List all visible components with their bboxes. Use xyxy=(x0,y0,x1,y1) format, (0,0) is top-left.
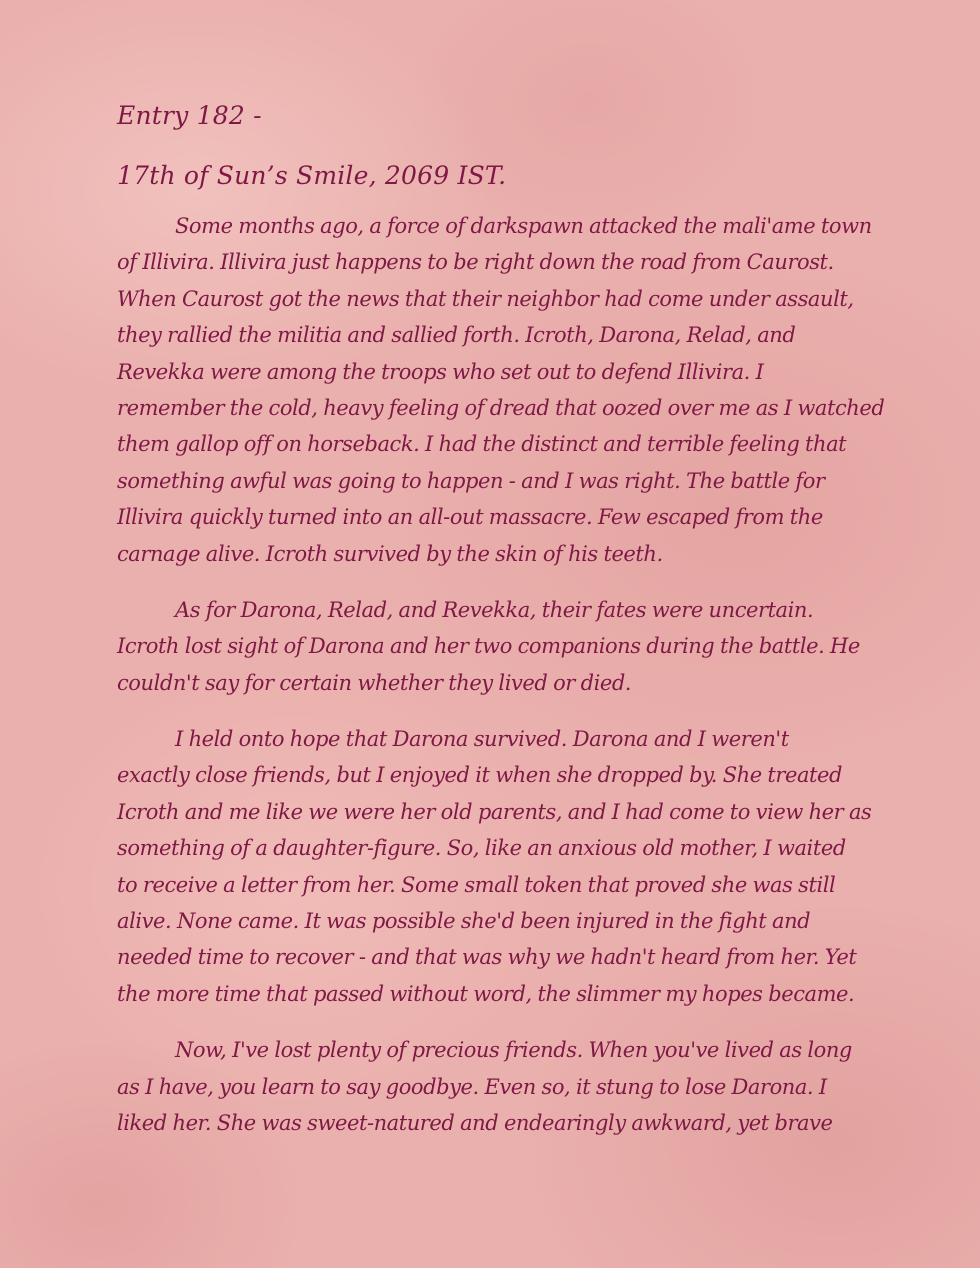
text-line: Revekka were among the troops who set out to defend Illivira. I xyxy=(117,359,764,384)
text-line: couldn't say for certain whether they lived or died. xyxy=(117,670,632,695)
text-line: they rallied the militia and sallied forth. Icroth, Darona, Relad, and xyxy=(117,323,796,348)
text-line: something awful was going to happen - and I was right. The battle for xyxy=(117,468,825,493)
text-line: Icroth lost sight of Darona and her two companions during the battle. He xyxy=(117,634,860,659)
text-line: them gallop off on horseback. I had the distinct and terrible feeling that xyxy=(117,432,847,457)
text-line: the more time that passed without word, the slimmer my hopes became. xyxy=(117,981,855,1006)
text-line: as I have, you learn to say goodbye. Even so, it stung to lose Darona. I xyxy=(117,1074,827,1099)
text-line: exactly close friends, but I enjoyed it when she dropped by. She treated xyxy=(117,763,843,788)
text-line: alive. None came. It was possible she'd been injured in the fight and xyxy=(117,909,811,934)
paragraph-3 xyxy=(117,721,877,1012)
text-line: When Caurost got the news that their neighbor had come under assault, xyxy=(117,286,854,311)
text-line: As for Darona, Relad, and Revekka, their fates were uncertain. xyxy=(175,597,814,622)
text-line: Now, I've lost plenty of precious friends. When you've lived as long xyxy=(175,1038,852,1063)
paragraph-1 xyxy=(117,208,885,572)
entry-date: 17th of Sun’s Smile, 2069 IST. xyxy=(117,161,507,190)
paragraph-2 xyxy=(117,592,877,701)
text-line: to receive a letter from her. Some small token that proved she was still xyxy=(117,872,836,897)
text-line: liked her. She was sweet-natured and endearingly awkward, yet brave xyxy=(117,1110,833,1135)
text-line: Illivira quickly turned into an all-out massacre. Few escaped from the xyxy=(117,505,823,530)
text-line: carnage alive. Icroth survived by the skin of his teeth. xyxy=(117,541,663,566)
entry-title: Entry 182 - xyxy=(117,101,262,130)
text-line: I held onto hope that Darona survived. Darona and I weren't xyxy=(175,727,789,752)
paragraph-4 xyxy=(117,1032,877,1141)
text-line: remember the cold, heavy feeling of dread that oozed over me as I watched xyxy=(117,395,885,420)
text-line: needed time to recover - and that was why we hadn't heard from her. Yet xyxy=(117,945,857,970)
text-line: of Illivira. Illivira just happens to be right down the road from Caurost. xyxy=(117,250,834,275)
text-line: something of a daughter-figure. So, like an anxious old mother, I waited xyxy=(117,836,846,861)
journal-page xyxy=(117,96,885,1161)
text-line: Some months ago, a force of darkspawn attacked the mali'ame town xyxy=(175,214,872,238)
text-line: Icroth and me like we were her old parents, and I had come to view her as xyxy=(117,799,872,824)
